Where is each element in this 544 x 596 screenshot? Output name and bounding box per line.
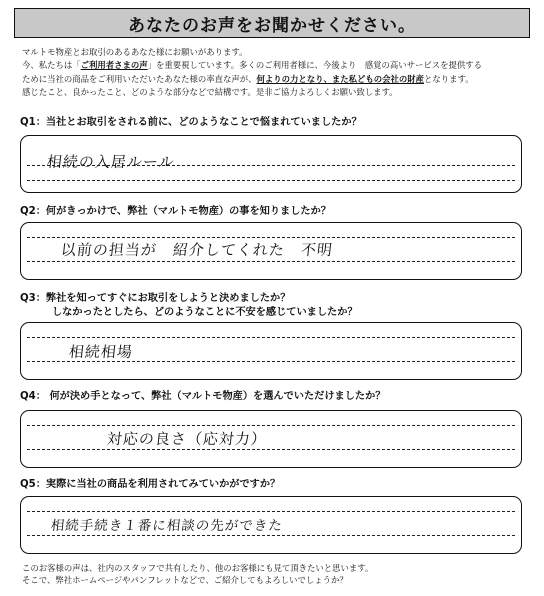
intro-line-2-part-a: 今、私たちは「 — [22, 60, 81, 71]
question-5-label: Q5：実際に当社の商品を利用されてみていかがですか？ — [20, 479, 281, 490]
intro-line-3-part-a: ために当社の商品をご利用いただいたあなた様の率直な声が、 — [22, 73, 257, 84]
intro-line-3-part-c: となります。 — [424, 73, 474, 84]
intro-highlight-2: 何よりの力となり、また私どもの会社の財産 — [256, 73, 424, 84]
answer-2-box[interactable] — [20, 222, 522, 280]
answer-4-handwriting: 対応の良さ（応対力） — [106, 430, 268, 448]
answer-1-handwriting: 相続の入居ルール — [46, 153, 176, 171]
intro-highlight: ご利用者さまの声 — [80, 60, 148, 71]
question-3-label: Q3：弊社を知ってすぐにお取引をしようと決めましたか？ — [20, 293, 291, 304]
intro-line-3 — [22, 73, 524, 86]
page-title: あなたのお声をお聞かせください。 — [14, 8, 530, 38]
question-1-label: Q1：当社とお取引をされる前に、どのようなことで悩まれていましたか？ — [20, 117, 362, 128]
answer-line — [27, 261, 515, 262]
answer-line — [27, 425, 515, 426]
intro-text — [22, 46, 524, 100]
answer-line — [27, 511, 515, 512]
footer-line-1: このお客様の声は、社内のスタッフで共有したり、他のお客様にも見て頂きたいと思います。 — [22, 563, 374, 573]
answer-2-handwriting: 以前の担当が 紹介してくれた 不明 — [60, 241, 334, 259]
answer-3-handwriting: 相続相場 — [68, 343, 134, 361]
question-2-label: Q2：何がきっかけで、弊社（マルトモ物産）の事を知りましたか？ — [20, 206, 331, 217]
answer-5-box[interactable] — [20, 496, 522, 554]
intro-line-4: 感じたこと、良かったこと、どのような部分などで結構です。是非ご協力よろしくお願い致します。 — [22, 87, 398, 98]
intro-line-2-part-c: 」を重要視しています。多くのご利用者様に、今後より 感覚の高いサービスを提供する — [147, 60, 482, 71]
intro-line-1: マルトモ物産とお取引のあるあなた様にお願いがあります。 — [22, 47, 248, 57]
answer-line — [27, 535, 515, 536]
answer-line — [27, 449, 515, 450]
answer-line — [27, 237, 515, 238]
answer-4-box[interactable] — [20, 410, 522, 468]
question-3-label-2: しなかったとしたら、どのようなことに不安を感じていましたか？ — [52, 307, 358, 318]
question-4-label: Q4： 何が決め手となって、弊社（マルトモ物産）を選んでいただけましたか？ — [20, 391, 386, 402]
answer-line — [27, 337, 515, 338]
intro-line-2 — [22, 59, 524, 72]
answer-line — [27, 180, 515, 181]
answer-1-box[interactable] — [20, 135, 522, 193]
footer-line-2: そこで、弊社ホームページやパンフレットなどで、ご紹介してもよろしいでしょうか？ — [22, 575, 348, 585]
answer-3-box[interactable] — [20, 322, 522, 380]
footer-text — [22, 562, 524, 586]
answer-5-handwriting: 相続手続き１番に相談の先ができた — [49, 518, 284, 534]
